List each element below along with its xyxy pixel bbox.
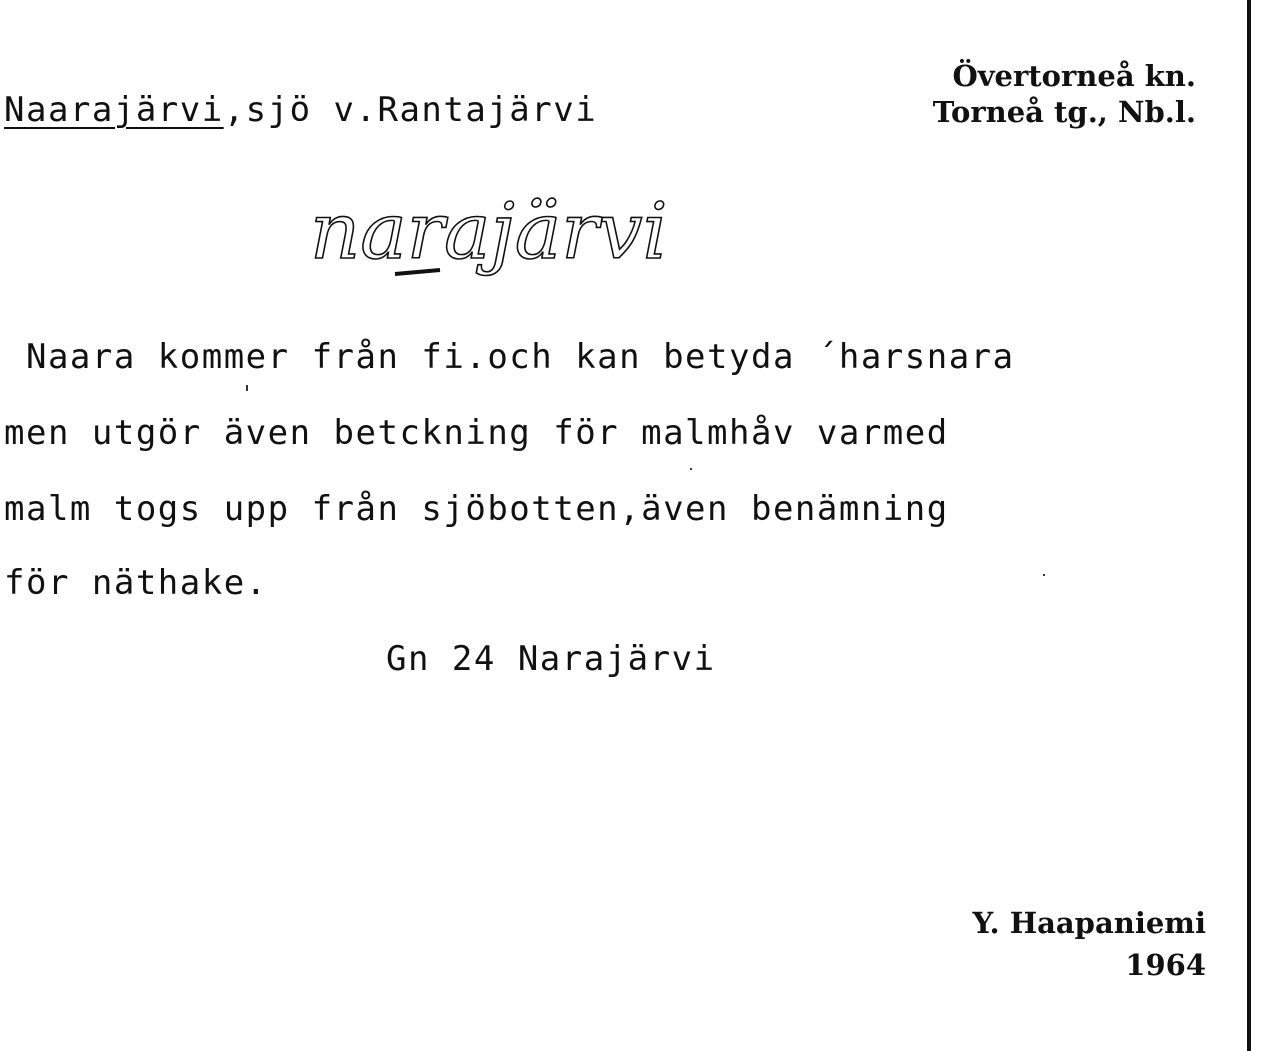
entry-name: Naarajärvi [4,90,224,130]
body-line-2: men utgör även betckning för malmhåv varmed [4,413,949,453]
stray-ink-mark [246,385,248,391]
signature-year: 1964 [1125,948,1206,983]
reference-line: Gn 24 Narajärvi [386,639,716,679]
stray-ink-dot [1043,574,1045,576]
region-block [933,58,1196,131]
signature-block [973,902,1206,986]
card-edge-line [1247,0,1251,1051]
body-line-4: för näthake. [4,563,268,603]
handwritten-name-text: narajärvi [310,187,668,277]
region-line-2: Torneå tg., Nb.l. [932,95,1196,130]
entry-rest: ,sjö v.Rantajärvi [223,90,598,130]
entry-heading [4,90,598,130]
body-line-1: Naara kommer från fi.och kan betyda ´harsnara [4,337,1015,377]
stray-ink-dot [690,468,692,470]
signature-name: Y. Haapaniemi [972,906,1206,940]
body-line-3: malm togs upp från sjöbotten,även benämning [4,489,949,529]
region-line-1: Övertorneå kn. [952,59,1196,93]
handwritten-name [300,170,820,305]
